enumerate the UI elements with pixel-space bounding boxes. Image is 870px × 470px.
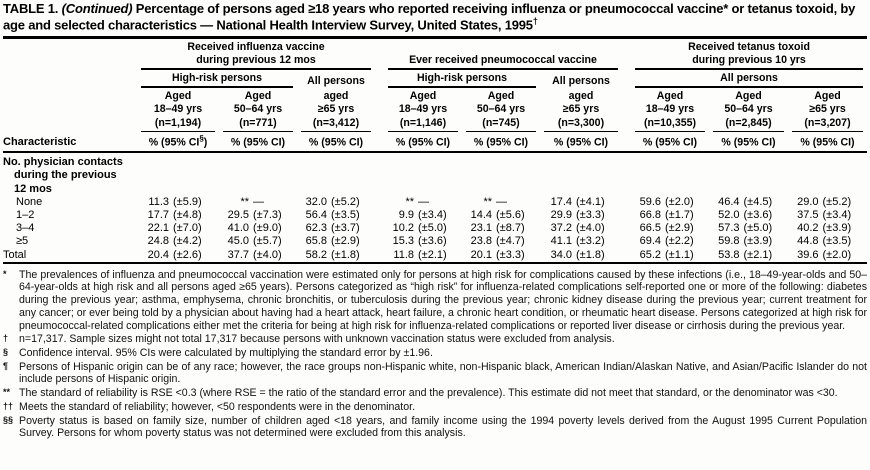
ci-value: (±5.7) bbox=[253, 235, 282, 248]
ci-value: (±2.1) bbox=[418, 248, 447, 261]
pct-value: 57.3 bbox=[718, 222, 740, 235]
ci-value: — bbox=[496, 195, 507, 208]
pct-value: 17.4 bbox=[550, 195, 572, 208]
pct-value: 40.2 bbox=[797, 222, 819, 235]
column-spacer bbox=[622, 222, 631, 235]
ci-value: (±4.1) bbox=[576, 195, 605, 208]
pct-value: 69.4 bbox=[639, 235, 661, 248]
vaccination-table bbox=[3, 41, 867, 264]
row-label: 1–2 bbox=[16, 209, 35, 222]
ci-value: (±4.5) bbox=[743, 195, 773, 208]
footnote bbox=[3, 269, 867, 333]
footnote bbox=[3, 387, 867, 400]
pct-value: 37.2 bbox=[550, 222, 572, 235]
column-header: Aged 18–49 yrs (n=1,194) bbox=[137, 88, 219, 131]
ci-value: (±2.9) bbox=[665, 222, 694, 235]
pct-value: 37.7 bbox=[227, 248, 249, 261]
data-cell bbox=[137, 209, 219, 222]
pct-value: 59.8 bbox=[718, 235, 740, 248]
pct-value: 9.9 bbox=[398, 209, 414, 222]
ci-value: (±5.9) bbox=[173, 195, 202, 208]
table-row bbox=[3, 209, 867, 222]
footnote-marker: §§ bbox=[3, 414, 14, 425]
pct-value: 34.0 bbox=[550, 248, 572, 261]
ci-value: (±4.7) bbox=[496, 235, 525, 248]
column-spacer bbox=[375, 235, 384, 248]
ci-value: (±3.4) bbox=[418, 209, 447, 222]
data-cell bbox=[384, 209, 462, 222]
pct-value: 58.2 bbox=[305, 248, 327, 261]
column-header: Aged 18–49 yrs (n=10,355) bbox=[631, 88, 709, 131]
pct-value: 17.7 bbox=[147, 209, 169, 222]
data-cell bbox=[384, 196, 462, 209]
column-spacer bbox=[375, 196, 384, 209]
spanner-high-risk-pneumococcal: High-risk persons bbox=[384, 70, 540, 88]
column-header: Aged 50–64 yrs (n=771) bbox=[219, 88, 297, 131]
pct-value: 56.4 bbox=[305, 209, 327, 222]
measure-header: % (95% CI) bbox=[219, 132, 297, 153]
data-cell bbox=[540, 209, 622, 222]
spanner-high-risk-influenza: High-risk persons bbox=[137, 70, 297, 88]
data-cell bbox=[709, 249, 788, 263]
footnote bbox=[3, 361, 867, 386]
pct-value: 23.1 bbox=[470, 222, 492, 235]
ci-value: (±5.6) bbox=[496, 209, 525, 222]
group-title-line: Received tetanus toxoid bbox=[688, 40, 810, 53]
column-spacer bbox=[622, 209, 631, 222]
group-title-line: during previous 12 mos bbox=[196, 54, 316, 67]
pct-value: 52.0 bbox=[718, 209, 740, 222]
pct-value: 20.1 bbox=[470, 248, 492, 261]
ci-value: (±3.9) bbox=[822, 222, 852, 235]
title-rule bbox=[3, 36, 867, 39]
ci-value: (±5.0) bbox=[743, 222, 773, 235]
group-header-influenza bbox=[137, 41, 375, 70]
ci-value: (±4.8) bbox=[173, 209, 202, 222]
ci-value: (±2.0) bbox=[665, 195, 694, 208]
column-header: aged ≥65 yrs (n=3,412) bbox=[297, 88, 375, 131]
footnote-text: The standard of reliability is RSE <0.3 (where RSE = the ratio of the standard error and the prevalence). This estimate did not meet that standard, or the denominator was <30. bbox=[19, 387, 838, 400]
measure-header: % (95% CI§) bbox=[137, 132, 219, 153]
footnotes bbox=[3, 269, 867, 440]
column-header: Aged 50–64 yrs (n=745) bbox=[462, 88, 540, 131]
data-cell bbox=[788, 209, 867, 222]
column-header: aged ≥65 yrs (n=3,300) bbox=[540, 88, 622, 131]
ci-value: (±7.0) bbox=[173, 222, 202, 235]
ci-value: (±8.7) bbox=[496, 222, 525, 235]
characteristic-header bbox=[3, 41, 137, 152]
ci-value: (±3.5) bbox=[331, 209, 360, 222]
pct-value: ** bbox=[240, 195, 249, 208]
footnote-text: n=17,317. Sample sizes might not total 17,317 because persons with unknown vaccination status were excluded from analysis. bbox=[19, 333, 615, 346]
group-title-line: during previous 10 yrs bbox=[692, 54, 806, 67]
table-number: TABLE 1. bbox=[3, 1, 59, 16]
row-label: Total bbox=[3, 249, 137, 263]
ci-value: (±3.9) bbox=[743, 235, 773, 248]
ci-value: (±3.7) bbox=[331, 222, 360, 235]
footnote-marker: † bbox=[3, 333, 9, 344]
footnote-text: Meets the standard of reliability; however, <50 respondents were in the denominator. bbox=[19, 400, 416, 413]
group-header-pneumococcal bbox=[384, 41, 622, 70]
ci-value: (±2.9) bbox=[331, 235, 360, 248]
group-header-tetanus bbox=[631, 41, 867, 70]
footnote-marker: * bbox=[3, 268, 7, 279]
pct-value: 29.5 bbox=[227, 209, 249, 222]
table-row bbox=[3, 235, 867, 248]
table-body bbox=[3, 152, 867, 263]
table-row bbox=[3, 249, 867, 263]
data-cell bbox=[297, 196, 375, 209]
ci-value: (±4.2) bbox=[173, 235, 202, 248]
footnote-text: Persons of Hispanic origin can be of any race; however, the race groups non-Hispanic white, non-Hispanic black, American Indian/Alaskan Native, and Asian/Pacific Islander do not include persons of Hispanic origin. bbox=[19, 360, 867, 386]
footnote-text: The prevalences of influenza and pneumococcal vaccination were estimated only for persons at high risk for complications caused by these infections (i.e., 18–49-year-olds and 50–64-year-olds at high risk and all persons aged ≥65 years). Persons categorized as “high risk” for influenza-related complications self-reported one or more of the following: diabetes during the previous year; asthma, emphysema, chronic bronchitis, or tuberculosis during the previous year; chronic kidney disease during the previous year; current treatment for any cancer; or ever being told by a physician about having had a heart attack, heart failure, a chronic heart condition, or rheumatic heart disease. Persons categorized at high risk for pneumococcal-related complications either met the criteria for being at high risk for influenza-related complications or reported liver disease or cirrhosis during the previous year. bbox=[19, 268, 867, 332]
data-cell bbox=[631, 209, 709, 222]
measure-header: % (95% CI) bbox=[384, 132, 462, 153]
column-spacer bbox=[622, 41, 631, 152]
footnote bbox=[3, 401, 867, 414]
column-header: Aged ≥65 yrs (n=3,207) bbox=[788, 88, 867, 131]
data-cell bbox=[540, 235, 622, 248]
title-dagger: † bbox=[532, 16, 538, 27]
ci-value: (±2.0) bbox=[822, 248, 852, 261]
data-cell bbox=[709, 209, 788, 222]
spanner-all-persons-tetanus: All persons bbox=[631, 70, 867, 88]
footnote-text: Confidence interval. 95% CIs were calculated by multiplying the standard error by ±1.96. bbox=[19, 346, 433, 359]
data-cell bbox=[631, 249, 709, 263]
column-spacer bbox=[375, 209, 384, 222]
pct-value: 65.8 bbox=[305, 235, 327, 248]
pct-value: 20.4 bbox=[147, 248, 169, 261]
data-cell bbox=[384, 222, 462, 235]
data-cell bbox=[540, 196, 622, 209]
data-cell bbox=[540, 222, 622, 235]
ci-value: (±7.3) bbox=[253, 209, 282, 222]
pct-value: 65.2 bbox=[639, 248, 661, 261]
footnote-marker: ¶ bbox=[3, 360, 9, 371]
pct-value: 41.0 bbox=[227, 222, 249, 235]
measure-header: % (95% CI) bbox=[540, 132, 622, 153]
data-cell bbox=[137, 196, 219, 209]
column-spacer bbox=[375, 249, 384, 263]
pct-value: 44.8 bbox=[797, 235, 819, 248]
ci-value: (±1.7) bbox=[665, 209, 694, 222]
data-cell bbox=[540, 249, 622, 263]
measure-header: % (95% CI) bbox=[709, 132, 788, 153]
pct-value: 29.9 bbox=[550, 209, 572, 222]
pct-value: 39.6 bbox=[797, 248, 819, 261]
column-header: Aged 18–49 yrs (n=1,146) bbox=[384, 88, 462, 131]
table-row bbox=[3, 152, 867, 196]
data-cell bbox=[709, 222, 788, 235]
ci-value: (±3.2) bbox=[576, 235, 605, 248]
data-cell bbox=[219, 222, 297, 235]
table-row bbox=[3, 196, 867, 209]
data-cell bbox=[297, 249, 375, 263]
ci-value: (±2.1) bbox=[743, 248, 773, 261]
data-cell bbox=[219, 235, 297, 248]
ci-value: (±1.1) bbox=[665, 248, 694, 261]
data-cell bbox=[137, 222, 219, 235]
data-cell bbox=[631, 222, 709, 235]
pct-value: 10.2 bbox=[392, 222, 414, 235]
measure-header: % (95% CI) bbox=[788, 132, 867, 153]
pct-value: ** bbox=[483, 195, 492, 208]
row-label: ≥5 bbox=[16, 235, 29, 248]
pct-value: 11.3 bbox=[148, 195, 169, 208]
data-cell bbox=[631, 235, 709, 248]
column-spacer bbox=[375, 41, 384, 152]
ci-value: (±3.6) bbox=[418, 235, 447, 248]
ci-value: (±2.6) bbox=[173, 248, 202, 261]
pct-value: 45.0 bbox=[227, 235, 249, 248]
pct-value: 62.3 bbox=[305, 222, 327, 235]
column-spacer bbox=[375, 222, 384, 235]
spanner-all-persons-pneumococcal: All persons bbox=[552, 75, 610, 88]
ci-value: (±2.2) bbox=[665, 235, 694, 248]
ci-value: (±3.3) bbox=[576, 209, 605, 222]
pct-value: 66.5 bbox=[639, 222, 661, 235]
data-cell bbox=[137, 235, 219, 248]
pct-value: 37.5 bbox=[797, 209, 819, 222]
pct-value: 66.8 bbox=[639, 209, 661, 222]
group-title-line: Received influenza vaccine bbox=[187, 40, 325, 53]
pct-value: 32.0 bbox=[305, 195, 327, 208]
title-text: Percentage of persons aged ≥18 years who reported receiving influenza or pneumococcal vaccine* or tetanus toxoid, by age and selected characteristics — National Health Interview Survey, United States, 1995 bbox=[3, 1, 856, 33]
row-group-label-line: during the previous bbox=[14, 169, 117, 182]
ci-value: — bbox=[418, 195, 429, 208]
data-cell bbox=[462, 222, 540, 235]
data-cell bbox=[462, 209, 540, 222]
pct-value: 11.8 bbox=[393, 248, 414, 261]
pct-value: 53.8 bbox=[718, 248, 740, 261]
table-row bbox=[3, 222, 867, 235]
row-group-label-line: 12 mos bbox=[14, 182, 52, 195]
row-label: None bbox=[16, 195, 43, 208]
pct-value: 46.4 bbox=[718, 195, 740, 208]
ci-value: (±5.0) bbox=[418, 222, 447, 235]
footnote-text: Poverty status is based on family size, number of children aged <18 years, and family income using the 1994 poverty levels derived from the August 1995 Current Population Survey. Persons for whom poverty status was not determined were excluded from this analysis. bbox=[19, 414, 867, 440]
ci-value: (±9.0) bbox=[253, 222, 282, 235]
ci-value: (±1.8) bbox=[331, 248, 360, 261]
ci-value: (±4.0) bbox=[253, 248, 282, 261]
pct-value: 29.0 bbox=[797, 195, 819, 208]
header-group-row bbox=[3, 41, 867, 70]
pct-value: 14.4 bbox=[470, 209, 492, 222]
column-spacer bbox=[622, 235, 631, 248]
ci-value: (±3.5) bbox=[822, 235, 852, 248]
data-cell bbox=[462, 235, 540, 248]
data-cell bbox=[384, 235, 462, 248]
pct-value: ** bbox=[405, 195, 414, 208]
footnote bbox=[3, 333, 867, 346]
pct-value: 15.3 bbox=[392, 235, 414, 248]
measure-header: % (95% CI) bbox=[462, 132, 540, 153]
data-cell bbox=[631, 196, 709, 209]
title-continued: (Continued) bbox=[61, 1, 133, 16]
data-cell bbox=[219, 209, 297, 222]
row-group-label-line: No. physician contacts bbox=[3, 156, 123, 169]
column-header: Aged 50–64 yrs (n=2,845) bbox=[709, 88, 788, 131]
data-cell bbox=[788, 196, 867, 209]
ci-value: (±1.8) bbox=[576, 248, 605, 261]
data-cell bbox=[462, 196, 540, 209]
pct-value: 59.6 bbox=[639, 195, 661, 208]
spanner-all-persons-influenza: All persons bbox=[307, 75, 365, 88]
ci-value: (±4.0) bbox=[576, 222, 605, 235]
ci-value: (±3.6) bbox=[743, 209, 773, 222]
row-label: 3–4 bbox=[16, 222, 35, 235]
footnote-marker: § bbox=[3, 346, 9, 357]
ci-value: (±3.4) bbox=[822, 209, 852, 222]
column-spacer bbox=[622, 249, 631, 263]
ci-value: — bbox=[253, 195, 264, 208]
footnote bbox=[3, 415, 867, 440]
data-cell bbox=[219, 249, 297, 263]
ci-value: (±5.2) bbox=[822, 195, 852, 208]
ci-value: (±5.2) bbox=[331, 195, 360, 208]
pct-value: 23.8 bbox=[470, 235, 492, 248]
measure-header: % (95% CI) bbox=[297, 132, 375, 153]
data-cell bbox=[709, 196, 788, 209]
group-title-line: Ever received pneumococcal vaccine bbox=[409, 54, 597, 67]
data-cell bbox=[462, 249, 540, 263]
data-cell bbox=[788, 222, 867, 235]
pct-value: 22.1 bbox=[147, 222, 169, 235]
data-cell bbox=[219, 196, 297, 209]
data-cell bbox=[137, 249, 219, 263]
data-cell bbox=[788, 249, 867, 263]
data-cell bbox=[384, 249, 462, 263]
data-cell bbox=[297, 235, 375, 248]
characteristic-header-label: Characteristic bbox=[3, 136, 77, 149]
column-spacer bbox=[622, 196, 631, 209]
data-cell bbox=[297, 209, 375, 222]
data-cell bbox=[297, 222, 375, 235]
measure-header: % (95% CI) bbox=[631, 132, 709, 153]
footnote bbox=[3, 347, 867, 360]
row-group-label bbox=[3, 152, 867, 196]
footnote-marker: †† bbox=[3, 400, 14, 411]
page-title bbox=[3, 1, 867, 33]
pct-value: 41.1 bbox=[550, 235, 572, 248]
pct-value: 24.8 bbox=[147, 235, 169, 248]
footnote-marker: ** bbox=[3, 387, 11, 398]
data-cell bbox=[788, 235, 867, 248]
data-cell bbox=[709, 235, 788, 248]
ci-value: (±3.3) bbox=[496, 248, 525, 261]
